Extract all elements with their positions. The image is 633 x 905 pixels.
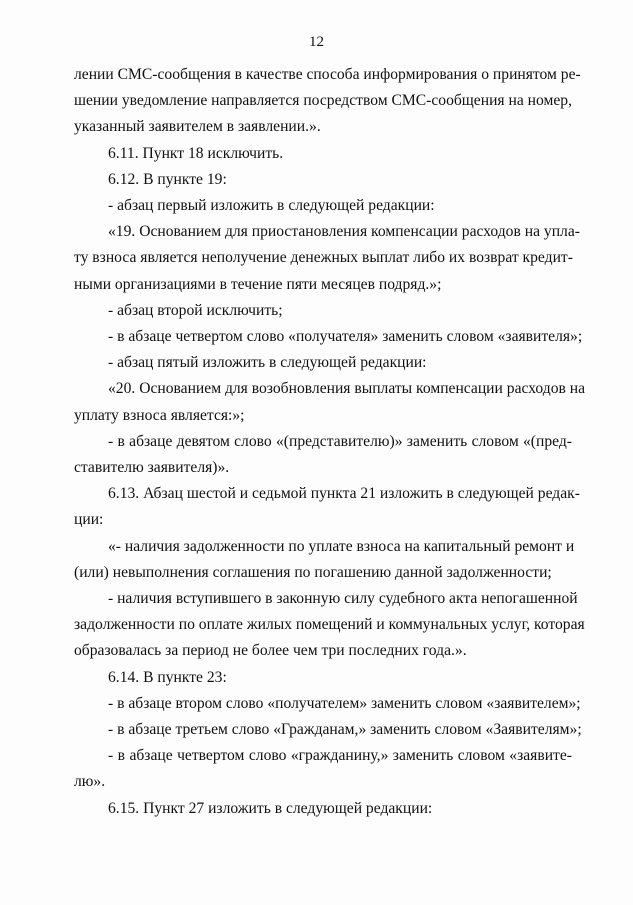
text-line: ставителю заявителя)». bbox=[74, 459, 230, 477]
text-line: ции: bbox=[74, 511, 104, 529]
text-line: уплату взноса является:»; bbox=[74, 406, 245, 424]
text-line: (или) невыполнения соглашения по погашению данной задолженности; bbox=[74, 563, 552, 581]
text-line: ту взноса является неполучение денежных выплат либо их возврат кредит- bbox=[74, 249, 573, 267]
text-line: - в абзаце втором слово «получателем» заменить словом «заявителем»; bbox=[108, 694, 581, 712]
text-line: образовалась за период не более чем три последних года.». bbox=[74, 642, 467, 660]
text-line: 6.15. Пункт 27 изложить в следующей редакции: bbox=[108, 799, 433, 817]
document-body bbox=[74, 62, 586, 822]
text-line: лю». bbox=[74, 773, 106, 791]
text-line: - абзац пятый изложить в следующей редакции: bbox=[108, 354, 427, 372]
text-line: шении уведомление направляется посредством СМС-сообщения на номер, bbox=[74, 92, 572, 110]
text-line: - в абзаце четвертом слово «гражданину,» заменить словом «заявите- bbox=[108, 747, 572, 765]
text-line: лении СМС-сообщения в качестве способа информирования о принятом ре- bbox=[74, 66, 581, 83]
text-line: «19. Основанием для приостановления компенсации расходов на упла- bbox=[108, 223, 580, 241]
text-line: - в абзаце четвертом слово «получателя» заменить словом «заявителя»; bbox=[108, 328, 583, 346]
text-line: - в абзаце девятом слово «(представителю)» заменить словом «(пред- bbox=[108, 432, 572, 450]
text-line: - абзац первый изложить в следующей редакции: bbox=[108, 197, 435, 215]
text-line: 6.12. В пункте 19: bbox=[108, 170, 227, 188]
text-line: «20. Основанием для возобновления выплаты компенсации расходов на bbox=[108, 380, 586, 398]
text-line: - наличия вступившего в законную силу судебного акта непогашенной bbox=[108, 590, 578, 608]
text-line: задолженности по оплате жилых помещений и коммунальных услуг, которая bbox=[74, 616, 585, 634]
page-number: 12 bbox=[309, 34, 324, 50]
text-line: указанный заявителем в заявлении.». bbox=[74, 118, 321, 136]
text-line: - абзац второй исключить; bbox=[108, 301, 283, 319]
text-line: «- наличия задолженности по уплате взноса на капитальный ремонт и bbox=[108, 537, 575, 555]
text-line: 6.14. В пункте 23: bbox=[108, 668, 227, 686]
text-line: 6.13. Абзац шестой и седьмой пункта 21 изложить в следующей редак- bbox=[108, 485, 580, 503]
text-line: - в абзаце третьем слово «Гражданам,» заменить словом «Заявителям»; bbox=[108, 721, 582, 739]
text-line: 6.11. Пункт 18 исключить. bbox=[108, 144, 284, 162]
text-line: ными организациями в течение пяти месяцев подряд.»; bbox=[74, 275, 442, 293]
